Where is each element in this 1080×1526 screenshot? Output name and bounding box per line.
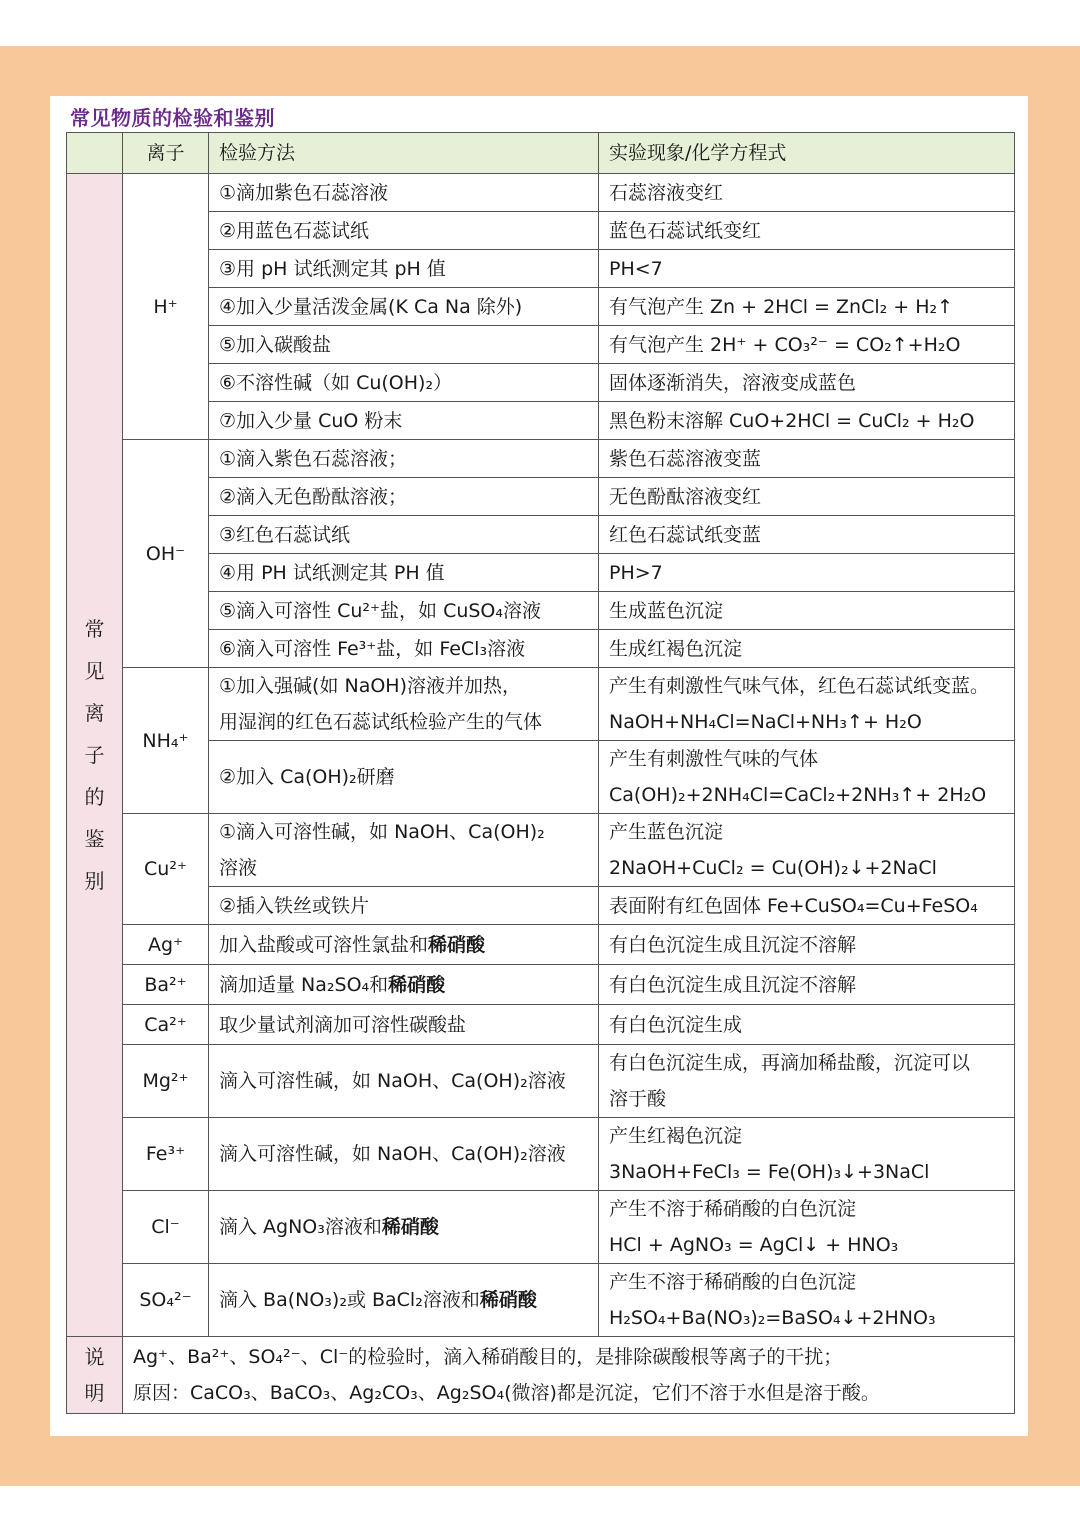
- result-line: 2NaOH+CuCl₂ = Cu(OH)₂↓+2NaCl: [609, 857, 937, 879]
- ion-cell: NH₄⁺: [123, 668, 209, 814]
- method-line: ②滴入无色酚酞溶液；: [219, 485, 408, 508]
- method-text: 滴加适量 Na₂SO₄和: [219, 973, 389, 996]
- note-label: [67, 1337, 123, 1414]
- result-cell: [599, 554, 1015, 592]
- result-line: 黑色粉末溶解 CuO+2HCl = CuCl₂ + H₂O: [609, 409, 975, 432]
- ion-cell: Fe³⁺: [123, 1118, 209, 1191]
- method-line: ④加入少量活泼金属(K Ca Na 除外): [219, 295, 523, 318]
- method-text: 滴入可溶性碱，如 NaOH、Ca(OH)₂溶液: [219, 1143, 566, 1165]
- result-cell: [599, 516, 1015, 554]
- method-bold-text: 稀硝酸: [381, 1216, 439, 1238]
- result-line: PH<7: [609, 257, 663, 280]
- table-row: [67, 1191, 1015, 1264]
- result-cell: [599, 288, 1015, 326]
- method-line: ②加入 Ca(OH)₂研磨: [219, 766, 395, 788]
- table-row: [67, 965, 1015, 1005]
- header-ion: 离子: [123, 133, 209, 174]
- method-line: ⑥滴入可溶性 Fe³⁺盐，如 FeCl₃溶液: [219, 637, 526, 660]
- result-cell: [599, 668, 1015, 741]
- method-cell: [209, 1005, 599, 1045]
- method-line: ①加入强碱(如 NaOH)溶液并加热，: [219, 675, 521, 697]
- ion-test-table: [66, 132, 1015, 1414]
- method-cell: [209, 1118, 599, 1191]
- result-line: 有白色沉淀生成且沉淀不溶解: [609, 973, 857, 996]
- method-bold-text: 稀硝酸: [388, 973, 446, 996]
- method-cell: [209, 741, 599, 814]
- result-cell: [599, 630, 1015, 668]
- note-row: [67, 1337, 1015, 1414]
- result-line: 有白色沉淀生成且沉淀不溶解: [609, 933, 857, 956]
- result-cell: [599, 250, 1015, 288]
- page-title: 常见物质的检验和鉴别: [70, 106, 275, 130]
- result-cell: [599, 592, 1015, 630]
- header-result: 实验现象/化学方程式: [599, 133, 1015, 174]
- note-line: Ag⁺、Ba²⁺、SO₄²⁻、Cl⁻的检验时，滴入稀硝酸目的，是排除碳酸根等离子的干扰；: [133, 1346, 843, 1368]
- result-line: 生成红褐色沉淀: [609, 637, 743, 660]
- result-cell: [599, 1005, 1015, 1045]
- side-label: [67, 174, 123, 1337]
- result-cell: [599, 402, 1015, 440]
- table-row: [67, 668, 1015, 741]
- table-row: [67, 288, 1015, 326]
- method-bold-text: 稀硝酸: [428, 933, 486, 956]
- table-row: [67, 630, 1015, 668]
- result-line: 生成蓝色沉淀: [609, 599, 724, 622]
- method-text: 滴入可溶性碱，如 NaOH、Ca(OH)₂溶液: [219, 1070, 566, 1092]
- result-cell: [599, 925, 1015, 965]
- result-line: 3NaOH+FeCl₃ = Fe(OH)₃↓+3NaCl: [609, 1161, 930, 1183]
- result-line: Ca(OH)₂+2NH₄Cl=CaCl₂+2NH₃↑+ 2H₂O: [609, 784, 987, 806]
- table-row: [67, 1045, 1015, 1118]
- table-row: [67, 1264, 1015, 1337]
- result-line: 产生不溶于稀硝酸的白色沉淀: [609, 1198, 857, 1220]
- method-line: ①滴加紫色石蕊溶液: [219, 181, 389, 204]
- method-cell: [209, 1264, 599, 1337]
- table-row: [67, 212, 1015, 250]
- table-header-row: [67, 133, 1015, 174]
- result-line: 有气泡产生 2H⁺ + CO₃²⁻ = CO₂↑+H₂O: [609, 333, 961, 356]
- note-label-text: 说明: [84, 1344, 105, 1405]
- method-line: ③红色石蕊试纸: [219, 523, 351, 546]
- method-line: ⑤滴入可溶性 Cu²⁺盐，如 CuSO₄溶液: [219, 599, 542, 622]
- result-line: 紫色石蕊溶液变蓝: [609, 447, 762, 470]
- method-cell: [209, 1191, 599, 1264]
- method-line: ④用 PH 试纸测定其 PH 值: [219, 561, 445, 584]
- method-line: ②插入铁丝或铁片: [219, 894, 370, 917]
- result-line: NaOH+NH₄Cl=NaCl+NH₃↑+ H₂O: [609, 711, 922, 733]
- result-cell: [599, 887, 1015, 925]
- note-line: 原因：CaCO₃、BaCO₃、Ag₂CO₃、Ag₂SO₄(微溶)都是沉淀，它们不溶于水但是溶于酸。: [133, 1382, 880, 1404]
- result-line: 产生有刺激性气味的气体: [609, 748, 819, 770]
- table-row: [67, 554, 1015, 592]
- ion-cell: Ca²⁺: [123, 1005, 209, 1045]
- method-line: ①滴入紫色石蕊溶液；: [219, 447, 408, 470]
- result-cell: [599, 440, 1015, 478]
- result-line: 溶于酸: [609, 1088, 667, 1110]
- table-row: [67, 741, 1015, 814]
- ion-cell: SO₄²⁻: [123, 1264, 209, 1337]
- result-line: PH>7: [609, 561, 663, 584]
- header-method: 检验方法: [209, 133, 599, 174]
- result-cell: [599, 326, 1015, 364]
- method-cell: [209, 250, 599, 288]
- method-cell: [209, 288, 599, 326]
- method-line: 用湿润的红色石蕊试纸检验产生的气体: [219, 711, 543, 733]
- method-cell: [209, 554, 599, 592]
- result-line: 产生有刺激性气味气体，红色石蕊试纸变蓝。: [609, 675, 990, 697]
- table-row: [67, 516, 1015, 554]
- method-line: ⑦加入少量 CuO 粉末: [219, 409, 403, 432]
- method-text: 滴入 AgNO₃溶液和: [219, 1216, 382, 1238]
- table-row: [67, 364, 1015, 402]
- method-line: ②用蓝色石蕊试纸: [219, 219, 370, 242]
- method-cell: [209, 630, 599, 668]
- method-cell: [209, 402, 599, 440]
- table-row: [67, 402, 1015, 440]
- result-line: 产生蓝色沉淀: [609, 821, 724, 843]
- method-cell: [209, 440, 599, 478]
- result-line: 固体逐渐消失，溶液变成蓝色: [609, 371, 857, 394]
- method-line: ③用 pH 试纸测定其 pH 值: [219, 257, 446, 280]
- result-cell: [599, 212, 1015, 250]
- method-line: ⑤加入碳酸盐: [219, 333, 332, 356]
- result-cell: [599, 741, 1015, 814]
- result-line: 无色酚酞溶液变红: [609, 485, 762, 508]
- method-bold-text: 稀硝酸: [479, 1289, 537, 1311]
- result-cell: [599, 364, 1015, 402]
- method-cell: [209, 887, 599, 925]
- method-cell: [209, 364, 599, 402]
- method-text: 滴入 Ba(NO₃)₂或 BaCl₂溶液和: [219, 1289, 480, 1311]
- result-line: HCl + AgNO₃ = AgCl↓ + HNO₃: [609, 1234, 899, 1256]
- result-line: H₂SO₄+Ba(NO₃)₂=BaSO₄↓+2HNO₃: [609, 1307, 936, 1329]
- result-line: 石蕊溶液变红: [609, 181, 724, 204]
- method-cell: [209, 814, 599, 887]
- result-cell: [599, 814, 1015, 887]
- ion-cell: OH⁻: [123, 440, 209, 668]
- method-cell: [209, 212, 599, 250]
- table-row: [67, 440, 1015, 478]
- result-cell: [599, 965, 1015, 1005]
- result-cell: [599, 1118, 1015, 1191]
- result-line: 产生不溶于稀硝酸的白色沉淀: [609, 1271, 857, 1293]
- ion-cell: H⁺: [123, 174, 209, 440]
- result-cell: [599, 1045, 1015, 1118]
- result-cell: [599, 1264, 1015, 1337]
- result-line: 有气泡产生 Zn + 2HCl = ZnCl₂ + H₂↑: [609, 295, 954, 318]
- method-line: ⑥不溶性碱（如 Cu(OH)₂）: [219, 371, 453, 394]
- table-row: [67, 887, 1015, 925]
- result-cell: [599, 174, 1015, 212]
- result-cell: [599, 1191, 1015, 1264]
- table-row: [67, 592, 1015, 630]
- method-cell: [209, 174, 599, 212]
- ion-cell: Ag⁺: [123, 925, 209, 965]
- method-cell: [209, 478, 599, 516]
- method-cell: [209, 965, 599, 1005]
- table-row: [67, 1118, 1015, 1191]
- table-row: [67, 478, 1015, 516]
- method-cell: [209, 326, 599, 364]
- method-line: 溶液: [219, 857, 258, 879]
- table-row: [67, 326, 1015, 364]
- ion-cell: Cl⁻: [123, 1191, 209, 1264]
- method-text: 取少量试剂滴加可溶性碳酸盐: [219, 1013, 467, 1036]
- table-row: [67, 250, 1015, 288]
- method-cell: [209, 668, 599, 741]
- result-line: 产生红褐色沉淀: [609, 1125, 743, 1147]
- method-cell: [209, 516, 599, 554]
- ion-cell: Ba²⁺: [123, 965, 209, 1005]
- result-cell: [599, 478, 1015, 516]
- ion-cell: Cu²⁺: [123, 814, 209, 925]
- table-row: [67, 925, 1015, 965]
- result-line: 红色石蕊试纸变蓝: [609, 523, 762, 546]
- method-cell: [209, 592, 599, 630]
- ion-cell: Mg²⁺: [123, 1045, 209, 1118]
- result-line: 有白色沉淀生成，再滴加稀盐酸，沉淀可以: [609, 1052, 971, 1074]
- table-row: [67, 174, 1015, 212]
- side-label-text: 常见离子的鉴别: [84, 617, 105, 893]
- method-text: 加入盐酸或可溶性氯盐和: [219, 933, 429, 956]
- method-cell: [209, 1045, 599, 1118]
- table-row: [67, 1005, 1015, 1045]
- note-text: [123, 1337, 1015, 1414]
- header-blank: [67, 133, 123, 174]
- result-line: 蓝色石蕊试纸变红: [609, 219, 762, 242]
- table-row: [67, 814, 1015, 887]
- result-line: 表面附有红色固体 Fe+CuSO₄=Cu+FeSO₄: [609, 894, 978, 917]
- result-line: 有白色沉淀生成: [609, 1013, 743, 1036]
- method-cell: [209, 925, 599, 965]
- method-line: ①滴入可溶性碱，如 NaOH、Ca(OH)₂: [219, 821, 545, 843]
